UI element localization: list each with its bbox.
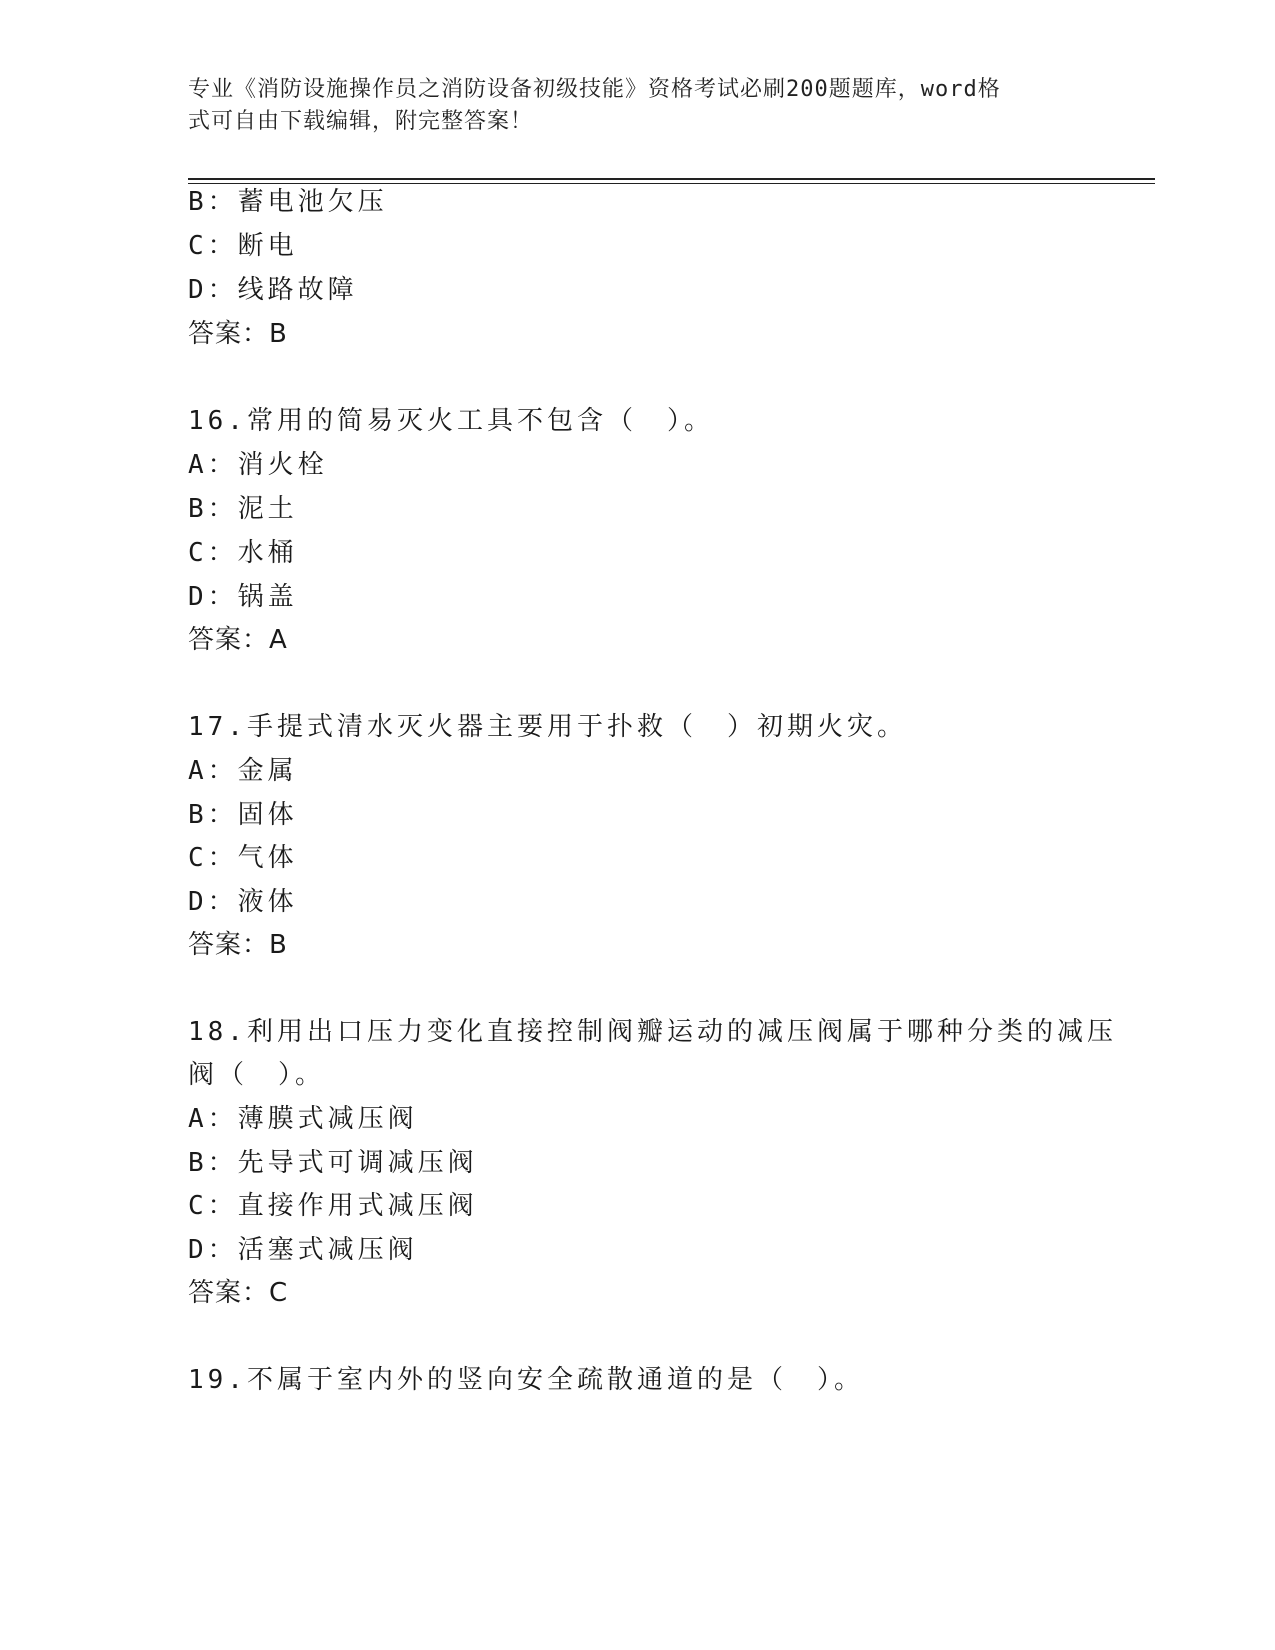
option-d: D：锅盖 — [188, 582, 298, 612]
document-header — [188, 74, 1068, 138]
option-a: A：金属 — [188, 756, 298, 786]
option-a: A：消火栓 — [188, 450, 328, 480]
option-d: D：活塞式减压阀 — [188, 1235, 418, 1265]
option-d: D：液体 — [188, 887, 298, 917]
header-rule-thick — [188, 178, 1155, 180]
question-stem-line-1: 18.利用出口压力变化直接控制阀瓣运动的减压阀属于哪种分类的减压 — [188, 1017, 1117, 1047]
option-b: B：泥土 — [188, 494, 298, 524]
question-stem: 17.手提式清水灭火器主要用于扑救（ ）初期火灾。 — [188, 712, 907, 742]
header-rule-thin — [188, 183, 1155, 184]
option-a: A：薄膜式减压阀 — [188, 1104, 418, 1134]
option-b: B：固体 — [188, 800, 298, 830]
answer-line: 答案：B — [188, 930, 288, 960]
option-d: D：线路故障 — [188, 275, 358, 305]
header-line-2: 式可自由下载编辑，附完整答案！ — [188, 109, 534, 134]
header-line-1: 专业《消防设施操作员之消防设备初级技能》资格考试必刷200题题库，word格 — [188, 77, 1001, 102]
answer-line: 答案：C — [188, 1278, 289, 1308]
option-c: C：直接作用式减压阀 — [188, 1191, 478, 1221]
option-b: B：蓄电池欠压 — [188, 187, 388, 217]
option-c: C：断电 — [188, 231, 298, 261]
option-b: B：先导式可调减压阀 — [188, 1148, 478, 1178]
answer-line: 答案：B — [188, 319, 288, 349]
answer-line: 答案：A — [188, 625, 288, 655]
option-c: C：气体 — [188, 843, 298, 873]
question-stem: 19.不属于室内外的竖向安全疏散通道的是（ ）。 — [188, 1365, 864, 1395]
question-stem-line-2: 阀（ ）。 — [188, 1060, 326, 1090]
option-c: C：水桶 — [188, 538, 298, 568]
question-stem: 16.常用的简易灭火工具不包含（ ）。 — [188, 406, 714, 436]
